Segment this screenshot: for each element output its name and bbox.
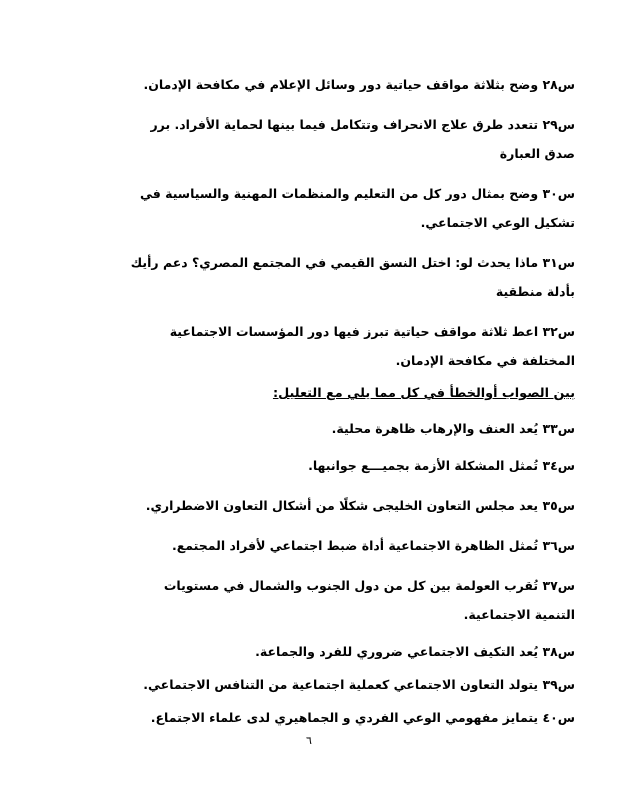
question-30: س٣٠ وضح بمثال دور كل من التعليم والمنظمات المهنية والسياسية في تشكيل الوعي الاجتماعي.: [139, 186, 575, 230]
question-32: س٣٢ اعط ثلاثة مواقف حياتية تبرز فيها دور المؤسسات الاجتماعية المختلفة في مكافحة الإدمان.: [169, 324, 575, 368]
statement-34: س٣٤ تُمثل المشكلة الأزمة بجميـــع جوانبها.: [308, 458, 575, 473]
section-heading: بين الصواب أوالخطأ في كل مما يلي مع التعليل:: [272, 386, 575, 401]
question-28: س٢٨ وضح بثلاثة مواقف حياتية دور وسائل الإعلام في مكافحة الإدمان.: [143, 77, 575, 92]
statement-33: س٣٣ يُعد العنف والإرهاب ظاهرة محلية.: [331, 421, 575, 436]
statement-37: س٣٧ تُقرب العولمة بين كل من دول الجنوب والشمال في مستويات التنمية الاجتماعية.: [163, 578, 575, 622]
question-list: [125, 70, 575, 732]
page-number: ٦: [306, 734, 312, 747]
statement-40: س٤٠ يتمايز مفهومي الوعي الفردي و الجماهيري لدى علماء الاجتماع.: [150, 710, 575, 725]
statement-38: س٣٨ يُعد التكيف الاجتماعي ضروري للفرد والجماعة.: [255, 644, 575, 659]
statement-36: س٣٦ تُمثل الظاهرة الاجتماعية أداة ضبط اجتماعي لأفراد المجتمع.: [171, 538, 575, 553]
statement-35: س٣٥ يعد مجلس التعاون الخليجى شكلًا من أشكال التعاون الاضطراري.: [145, 498, 575, 513]
question-29: س٢٩ تتعدد طرق علاج الانحراف وتتكامل فيما بينها لحماية الأفراد. برر صدق العبارة: [150, 117, 575, 161]
statement-39: س٣٩ يتولد التعاون الاجتماعي كعملية اجتماعية من التنافس الاجتماعي.: [143, 677, 575, 692]
question-31: س٣١ ماذا يحدث لو: اختل النسق القيمي في المجتمع المصري؟ دعم رأيك بأدلة منطقية: [130, 255, 575, 299]
